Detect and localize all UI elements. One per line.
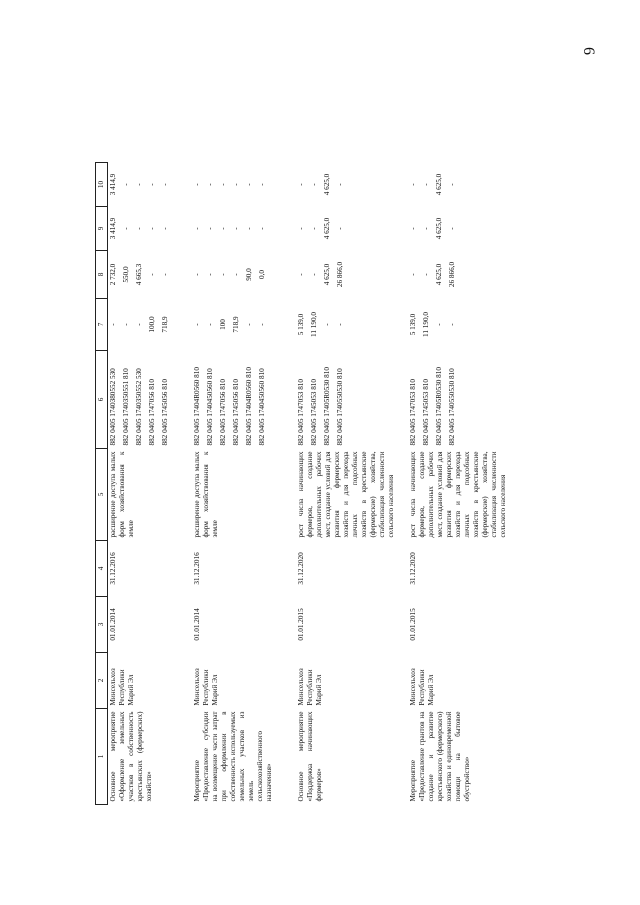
amount-value: 90,0 bbox=[244, 268, 253, 281]
amount-value: - bbox=[231, 183, 240, 186]
amount-value: - bbox=[148, 227, 156, 230]
executor-cell: Минсельхоз Республики Марий Эл bbox=[192, 668, 219, 706]
budget-code: 882 0405 1745056 810 bbox=[231, 379, 240, 446]
amount-value: 5 139,0 bbox=[296, 313, 305, 336]
amount-value: - bbox=[421, 183, 430, 186]
activity-name-cell: Мероприятие «Предоставление грантов на создание и развитие крестьянского (фермерского) хозяйства и единовременной помощи на бытовое обустройство» bbox=[408, 711, 471, 802]
column-header: 6 bbox=[96, 351, 108, 449]
end-date-cell: 31.12.2020 bbox=[296, 552, 305, 585]
amount-value: - bbox=[122, 183, 130, 186]
budget-code: 882 0405 1747053 810 bbox=[296, 379, 305, 446]
end-date-cell: 31.12.2016 bbox=[109, 552, 117, 585]
amount-value: - bbox=[218, 183, 227, 186]
program-table bbox=[95, 162, 548, 805]
amount-value: - bbox=[161, 273, 169, 276]
amount-value: - bbox=[335, 323, 344, 326]
amount-value: 4 625,0 bbox=[434, 263, 443, 286]
budget-code: 882 0405 1745053 810 bbox=[309, 379, 318, 446]
amount-value: - bbox=[135, 183, 143, 186]
end-date-cell: 31.12.2016 bbox=[192, 552, 201, 585]
budget-code: 882 0405 1747056 810 bbox=[148, 379, 156, 446]
activity-name-cell: Мероприятие «Предоставление субсидии на возмещение части затрат при оформлении в собственность используемых земельных участков из земель сельскохозяйственного назначения» bbox=[192, 711, 273, 802]
amount-value: - bbox=[192, 323, 201, 326]
budget-code: 882 0405 1740550530 810 bbox=[447, 368, 456, 446]
column-header: 9 bbox=[96, 207, 108, 251]
amount-value: - bbox=[161, 227, 169, 230]
amount-value: - bbox=[335, 183, 344, 186]
amount-2016-cell bbox=[108, 207, 192, 251]
budget-code: 882 0405 1745056 810 bbox=[161, 379, 169, 446]
amount-value: - bbox=[135, 323, 143, 326]
activity-name-cell: Основное мероприятие «Поддержка начинающих фермеров» bbox=[296, 711, 323, 802]
amount-value: - bbox=[309, 273, 318, 276]
amount-2015-cell bbox=[192, 251, 296, 299]
expected-result-cell: расширение доступа малых форм хозяйствования к земле bbox=[109, 451, 135, 538]
amount-value: - bbox=[296, 227, 305, 230]
amount-value: 718,9 bbox=[161, 316, 169, 333]
amount-value: - bbox=[309, 227, 318, 230]
amount-2016-cell bbox=[192, 207, 296, 251]
amount-value: 0,0 bbox=[257, 270, 266, 279]
column-header: 8 bbox=[96, 251, 108, 299]
amount-value: - bbox=[447, 183, 456, 186]
amount-value: 718,9 bbox=[231, 316, 240, 333]
amount-value: - bbox=[447, 227, 456, 230]
budget-code: 882 0405 1747053 810 bbox=[408, 379, 417, 446]
amount-value: 100 bbox=[218, 319, 227, 330]
amount-value: 4 625,0 bbox=[322, 173, 331, 196]
budget-code: 882 0405 17405R0530 810 bbox=[322, 367, 331, 446]
amount-value: - bbox=[244, 323, 253, 326]
amount-2014-cell bbox=[192, 299, 296, 351]
amount-2015-cell bbox=[108, 251, 192, 299]
amount-value: - bbox=[408, 227, 417, 230]
amount-value: - bbox=[218, 273, 227, 276]
budget-code-cell bbox=[408, 351, 548, 449]
amount-2014-cell bbox=[408, 299, 548, 351]
amount-value: - bbox=[192, 227, 201, 230]
amount-value: - bbox=[434, 323, 443, 326]
amount-value: - bbox=[205, 227, 214, 230]
amount-value: - bbox=[231, 273, 240, 276]
amount-value: 26 866,0 bbox=[335, 261, 344, 288]
amount-value: - bbox=[257, 323, 266, 326]
amount-value: - bbox=[335, 227, 344, 230]
amount-2017-cell bbox=[108, 163, 192, 207]
budget-code: 882 0405 1740350552 530 bbox=[135, 368, 143, 446]
start-date-cell: 01.01.2014 bbox=[109, 608, 117, 641]
start-date-cell: 01.01.2015 bbox=[296, 608, 305, 641]
expected-result-cell: рост числа начинающих фермеров, создание дополнительных рабочих мест, создание условий для развития фермерских хозяйств и для перехода личных подсобных хозяйств в крестьянские (фермерские) хозяйства, стабилизация численности сельского населения bbox=[408, 451, 507, 538]
amount-2016-cell bbox=[408, 207, 548, 251]
amount-value: - bbox=[109, 323, 117, 326]
budget-code: 882 0405 1740450560 810 bbox=[257, 368, 266, 446]
expected-result-cell: рост числа начинающих фермеров, создание дополнительных рабочих мест, создание условий для развития фермерских хозяйств и для перехода личных подсобных хозяйств в крестьянские (фермерские) хозяйства, стабилизация численности сельского населения bbox=[296, 451, 395, 538]
column-header: 3 bbox=[96, 597, 108, 653]
column-header: 1 bbox=[96, 709, 108, 805]
amount-value: - bbox=[408, 183, 417, 186]
amount-value: 5 139,0 bbox=[408, 313, 417, 336]
activity-name-cell: Основное мероприятие «Оформление земельных участков в собственность крестьянских (фермерских) хозяйств» bbox=[109, 711, 153, 802]
amount-value: - bbox=[421, 227, 430, 230]
amount-2014-cell bbox=[108, 299, 192, 351]
amount-value: 4 625,0 bbox=[434, 173, 443, 196]
table-row bbox=[192, 163, 296, 805]
budget-code-cell bbox=[192, 351, 296, 449]
amount-2015-cell bbox=[408, 251, 548, 299]
executor-cell: Минсельхоз Республики Марий Эл bbox=[296, 668, 323, 706]
budget-code: 882 0405 1747056 810 bbox=[218, 379, 227, 446]
column-number-row bbox=[96, 163, 108, 805]
table-body bbox=[108, 163, 548, 805]
amount-value: - bbox=[205, 273, 214, 276]
amount-value: 11 190,0 bbox=[421, 312, 430, 337]
budget-code: 882 0405 17404R0560 810 bbox=[244, 367, 253, 446]
amount-value: 4 625,0 bbox=[322, 217, 331, 240]
amount-value: 3 414,9 bbox=[109, 173, 117, 196]
budget-code: 882 0405 1740350551 810 bbox=[122, 368, 130, 446]
amount-value: - bbox=[122, 323, 130, 326]
amount-value: - bbox=[148, 273, 156, 276]
amount-value: - bbox=[161, 183, 169, 186]
amount-value: - bbox=[257, 227, 266, 230]
amount-value: - bbox=[205, 323, 214, 326]
amount-value: - bbox=[122, 227, 130, 230]
expected-result-cell: расширение доступа малых форм хозяйствования к земле bbox=[192, 451, 219, 538]
amount-2017-cell bbox=[192, 163, 296, 207]
amount-value: - bbox=[231, 227, 240, 230]
amount-value: - bbox=[421, 273, 430, 276]
amount-value: - bbox=[296, 183, 305, 186]
amount-value: - bbox=[408, 273, 417, 276]
end-date-cell: 31.12.2020 bbox=[408, 552, 417, 585]
amount-2015-cell bbox=[296, 251, 408, 299]
amount-value: 4 665,3 bbox=[135, 263, 143, 286]
budget-code-cell bbox=[108, 351, 192, 449]
column-header: 2 bbox=[96, 653, 108, 709]
amount-value: - bbox=[244, 183, 253, 186]
amount-value: 26 866,0 bbox=[447, 261, 456, 288]
start-date-cell: 01.01.2014 bbox=[192, 608, 201, 641]
table-row bbox=[108, 163, 192, 805]
amount-2017-cell bbox=[296, 163, 408, 207]
page-number: 6 bbox=[580, 47, 597, 55]
budget-code: 882 0405 1740450560 810 bbox=[205, 368, 214, 446]
amount-value: - bbox=[447, 323, 456, 326]
amount-value: - bbox=[148, 183, 156, 186]
budget-code: 882 0405 1740550530 810 bbox=[335, 368, 344, 446]
budget-code: 882 0405 1745053 810 bbox=[421, 379, 430, 446]
budget-code: 882 0405 17404R0560 810 bbox=[192, 367, 201, 446]
column-header: 7 bbox=[96, 299, 108, 351]
amount-value: - bbox=[296, 273, 305, 276]
amount-value: - bbox=[322, 323, 331, 326]
table-row bbox=[296, 163, 408, 805]
start-date-cell: 01.01.2015 bbox=[408, 608, 417, 641]
budget-code-cell bbox=[296, 351, 408, 449]
amount-value: 3 414,9 bbox=[109, 217, 117, 240]
amount-value: 4 625,0 bbox=[322, 263, 331, 286]
amount-value: - bbox=[218, 227, 227, 230]
budget-code: 882 0405 1740380552 530 bbox=[109, 368, 117, 446]
amount-2014-cell bbox=[296, 299, 408, 351]
amount-value: - bbox=[205, 183, 214, 186]
amount-value: 4 625,0 bbox=[434, 217, 443, 240]
amount-value: - bbox=[309, 183, 318, 186]
table-row bbox=[408, 163, 548, 805]
amount-value: - bbox=[192, 183, 201, 186]
amount-value: - bbox=[135, 227, 143, 230]
amount-value: - bbox=[257, 183, 266, 186]
column-header: 5 bbox=[96, 449, 108, 541]
amount-value: 100,0 bbox=[148, 316, 156, 333]
amount-2017-cell bbox=[408, 163, 548, 207]
column-header: 4 bbox=[96, 541, 108, 597]
executor-cell: Минсельхоз Республики Марий Эл bbox=[408, 668, 435, 706]
amount-value: 550,0 bbox=[122, 266, 130, 283]
amount-2016-cell bbox=[296, 207, 408, 251]
amount-value: 11 190,0 bbox=[309, 312, 318, 337]
amount-value: - bbox=[244, 227, 253, 230]
executor-cell: Минсельхоз Республики Марий Эл bbox=[109, 668, 135, 706]
amount-value: - bbox=[192, 273, 201, 276]
budget-code: 882 0405 17405R0530 810 bbox=[434, 367, 443, 446]
amount-value: 2 732,0 bbox=[109, 263, 117, 286]
column-header: 10 bbox=[96, 163, 108, 207]
